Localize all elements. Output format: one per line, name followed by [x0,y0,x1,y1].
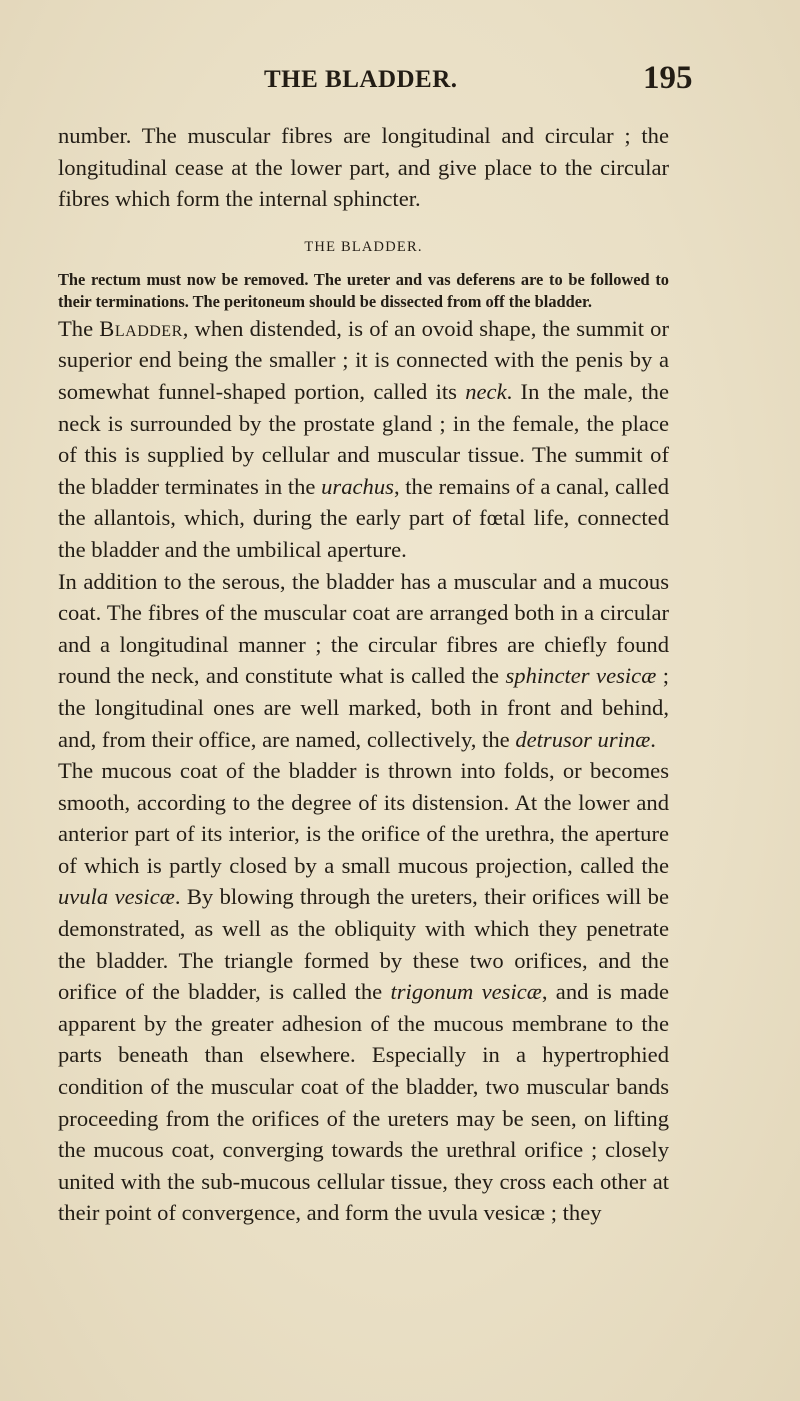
paragraph-text: In addition to the serous, the bladder has a muscular and a mucous coat. The fibres of the muscular coat are arranged both in a circular and a longitudinal manner ; the circular fibres are chiefly found round the neck, and constitute what is called the [58,568,669,689]
running-head: THE BLADDER. [264,66,458,93]
paragraph-text: ; the longitudinal ones are well marked, both in front and behind, and, from their office, are named, collectively, the [58,663,669,752]
body-text [58,120,669,1229]
term-detrusor-urinae: detrusor urinæ [515,726,651,752]
paragraph-bladder-shape [58,313,669,566]
paragraph-text: , the remains of a canal, called the allantois, which, during the early part of fœtal life, connected the bladder and the umbilical aperture. [58,473,669,562]
page-number: 195 [643,60,693,96]
term-neck: neck [465,378,507,404]
paragraph-text: . By blowing through the ureters, their orifices will be demonstrated, as well as the obliquity with which they penetrate the bladder. The triangle formed by these two orifices, and the orifice of the bladder, is called the [58,884,669,1005]
page-header [0,60,800,106]
section-heading: THE BLADDER. [304,238,423,255]
paragraph-mucous-coat [58,755,669,1229]
continuation-paragraph: number. The muscular fibres are longitudinal and circular ; the longitudinal cease at the lower part, and give place to the circular fibres which form the internal sphincter. [58,123,669,212]
paragraph-text: , when distended, is of an ovoid shape, the summit or superior end being the smaller ; it is connected with the penis by a somewhat funnel-shaped portion, called its [58,315,669,404]
paragraph-text: , and is made apparent by the greater adhesion of the mucous membrane to the parts beneath than elsewhere. Especially in a hypertrophied condition of the muscular coat of the bladder, two muscular bands proceeding from the orifices of the ureters may be seen, on lifting the mucous coat, converging towards the urethral orifice ; closely united with the sub-mucous cellular tissue, they cross each other at their point of convergence, and form the uvula vesicæ ; they [58,979,669,1226]
dissection-instruction: The rectum must now be removed. The ureter and vas deferens are to be followed to their terminations. The peritoneum should be dissected from off the bladder. [58,269,669,311]
term-urachus: urachus [321,473,394,499]
paragraph-text: . In the male, the neck is surrounded by the prostate gland ; in the female, the place of this is supplied by cellular and muscular tissue. The summit of the bladder terminates in the [58,378,669,499]
term-uvula-vesicae: uvula vesicæ [58,884,175,910]
term-trigonum-vesicae: trigonum vesicæ [390,979,542,1005]
paragraph-text: . [650,726,656,752]
lead-word: The [58,315,94,341]
bladder-term: Bladder [99,315,183,341]
paragraph-coats [58,566,669,756]
paragraph-text: The mucous coat of the bladder is thrown into folds, or becomes smooth, according to the degree of its distension. At the lower and anterior part of its interior, is the orifice of the urethra, the aperture of which is partly closed by a small mucous projection, called the [58,758,669,878]
term-sphincter-vesicae: sphincter vesicæ [505,663,657,689]
